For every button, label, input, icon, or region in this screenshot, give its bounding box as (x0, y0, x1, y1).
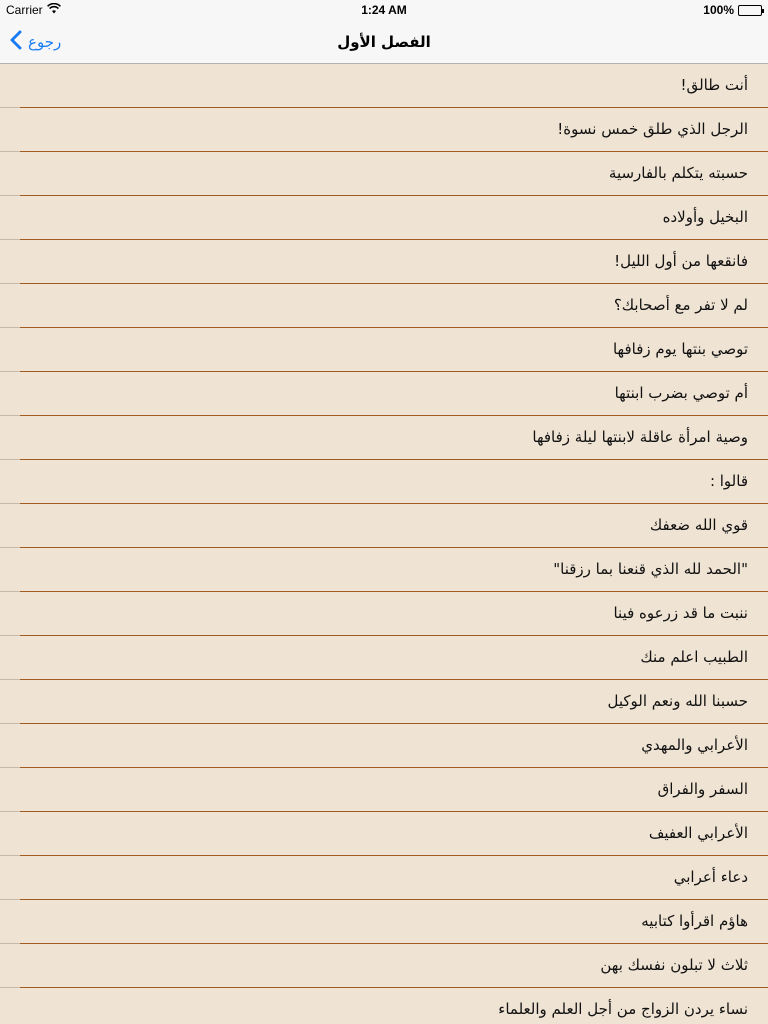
list-item[interactable] (0, 636, 768, 680)
list-item[interactable] (0, 504, 768, 548)
list-item[interactable] (0, 768, 768, 812)
carrier-label: Carrier (6, 3, 43, 17)
list-item-label: الطبيب اعلم منك (640, 648, 748, 666)
list-item-label: قوي الله ضعفك (649, 516, 748, 534)
list-item[interactable] (0, 416, 768, 460)
list-item[interactable] (0, 592, 768, 636)
list-item[interactable] (0, 900, 768, 944)
list-item[interactable] (0, 240, 768, 284)
battery-icon (738, 5, 762, 16)
list-item-label: الأعرابي والمهدي (641, 736, 748, 754)
list-item[interactable] (0, 64, 768, 108)
page-title: الفصل الأول (337, 33, 431, 51)
list-item-label: السفر والفراق (657, 780, 748, 798)
list-item[interactable] (0, 944, 768, 988)
list-item[interactable] (0, 372, 768, 416)
list-item[interactable] (0, 812, 768, 856)
list-item-label: حسبته يتكلم بالفارسية (608, 164, 748, 182)
list-item-label: "الحمد لله الذي قنعنا بما رزقنا" (553, 560, 748, 578)
list-item[interactable] (0, 152, 768, 196)
list-item[interactable] (0, 284, 768, 328)
status-right (703, 3, 762, 17)
status-time: 1:24 AM (361, 3, 407, 17)
list-item[interactable] (0, 548, 768, 592)
list-item-label: البخيل وأولاده (662, 208, 748, 226)
list-item[interactable] (0, 460, 768, 504)
list-item-label: ثلاث لا تبلون نفسك بهن (600, 956, 748, 974)
list-item[interactable] (0, 988, 768, 1024)
list-item-label: وصية امرأة عاقلة لابنتها ليلة زفافها (532, 428, 748, 446)
list-item-label: أم توصي بضرب ابنتها (614, 384, 748, 402)
list-item-label: قالوا : (709, 472, 748, 490)
battery-percent: 100% (703, 3, 734, 17)
back-button[interactable] (10, 20, 61, 64)
list-item-label: نساء يردن الزواج من أجل العلم والعلماء (498, 1000, 748, 1018)
list-item-label: فانقعها من أول الليل! (614, 252, 748, 270)
battery-tip (762, 9, 764, 13)
list-item-label: هاؤم اقرأوا كتابيه (641, 912, 748, 930)
list-item[interactable] (0, 108, 768, 152)
list-item-label: الأعرابي العفيف (648, 824, 748, 842)
back-label: رجوع (28, 33, 62, 51)
list-item[interactable] (0, 196, 768, 240)
list-item-label: ننبت ما قد زرعوه فينا (613, 604, 748, 622)
list-item[interactable] (0, 328, 768, 372)
list-item-label: دعاء أعرابي (673, 868, 748, 886)
list-item[interactable] (0, 680, 768, 724)
list-item-label: لم لا تفر مع أصحابك؟ (613, 296, 748, 314)
chapter-list (0, 64, 768, 1024)
list-item[interactable] (0, 856, 768, 900)
list-item[interactable] (0, 724, 768, 768)
chevron-left-icon (10, 30, 22, 54)
list-item-label: توصي بنتها يوم زفافها (612, 340, 748, 358)
list-item-label: أنت طالق! (680, 76, 748, 94)
status-bar (0, 0, 768, 20)
list-item-label: حسبنا الله ونعم الوكيل (607, 692, 748, 710)
navigation-bar (0, 20, 768, 64)
list-item-label: الرجل الذي طلق خمس نسوة! (557, 120, 748, 138)
